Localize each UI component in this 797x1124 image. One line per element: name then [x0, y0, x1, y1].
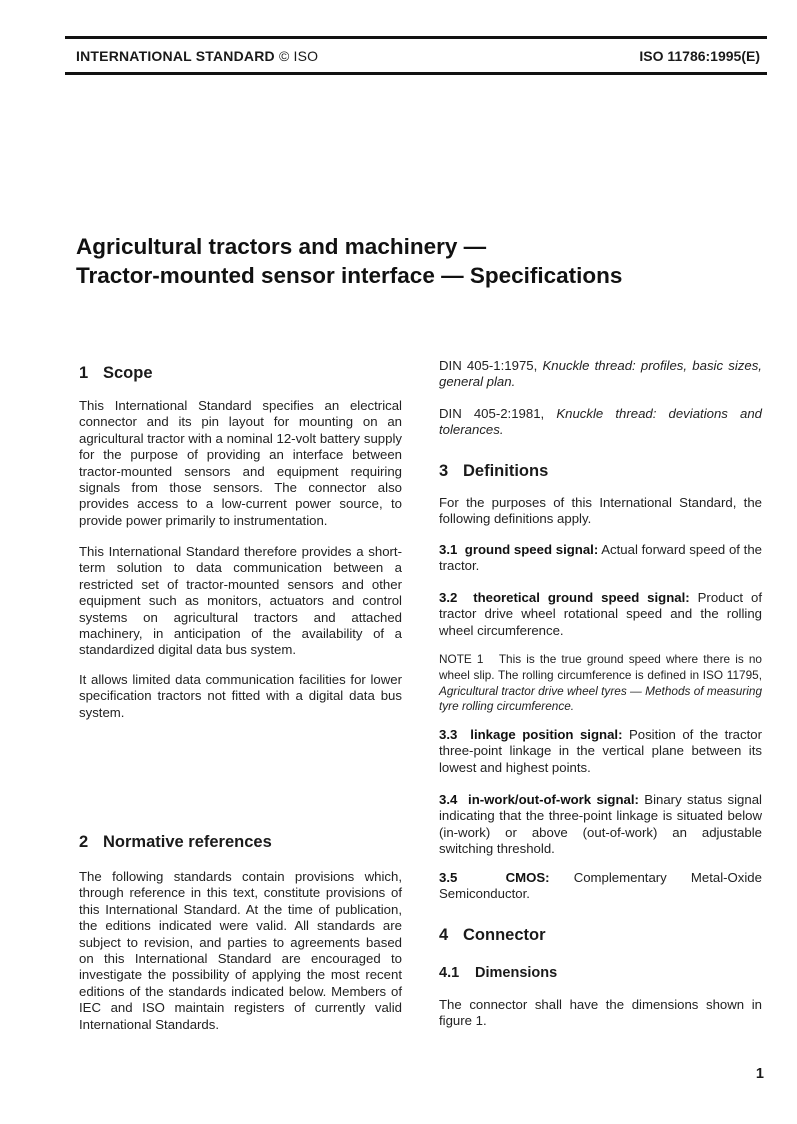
definition-text: Actual forward speed of the tractor.: [439, 542, 763, 574]
document-title: [76, 232, 622, 290]
reference-din-405-2: [439, 406, 762, 439]
definition-term: CMOS:: [505, 870, 550, 885]
scope-paragraph-3: It allows limited data communication facilities for lower specification tractors not fitted with a digital data bus system.: [79, 672, 402, 720]
definitions-intro: For the purposes of this International Standard, the following definitions apply.: [439, 495, 762, 527]
note-reference: Agricultural tractor drive wheel tyres — Methods of measuring tyre rolling circumference.: [439, 683, 762, 714]
definition-term: theoretical ground speed signal:: [473, 590, 690, 605]
note-label: NOTE 1: [439, 652, 484, 666]
header-rule-top: [65, 36, 767, 39]
definition-text: Product of tractor drive wheel rotational speed and the rolling wheel circumference.: [439, 590, 762, 638]
section-title: Scope: [103, 364, 153, 382]
section-heading-definitions: [439, 462, 548, 481]
section-number: 4: [439, 926, 449, 944]
scope-paragraph-1: This International Standard specifies an electrical connector and its pin layout for mounting on an agricultural tractor with a nominal 12-volt battery supply for the purpose of providing an interface between tractor-mounted sensors and equipment requiring signals from those sensors. The connector also provides access to a low-current power source, to provide power primarily to instrumentation.: [79, 398, 402, 528]
connector-dimensions-paragraph: The connector shall have the dimensions shown in figure 1.: [439, 997, 762, 1029]
section-heading-normative-references: [79, 833, 272, 852]
definition-number: 3.3: [439, 727, 458, 742]
section-number: 1: [79, 364, 89, 382]
subsection-heading-dimensions: [439, 965, 557, 981]
header-standard-type: INTERNATIONAL STANDARD: [76, 48, 275, 64]
section-title: Normative references: [103, 833, 272, 851]
document-title-line-1: Agricultural tractors and machinery —: [76, 234, 487, 259]
section-number: 3: [439, 462, 449, 480]
definition-term: linkage position signal:: [470, 727, 623, 742]
definition-3-5: [439, 870, 762, 903]
reference-code: DIN 405-2:1981,: [439, 406, 545, 421]
definition-text: Complementary Metal-Oxide Semiconductor.: [439, 870, 762, 902]
definition-3-3: [439, 727, 762, 776]
definition-number: 3.1: [439, 542, 458, 557]
definition-3-1: [439, 542, 762, 575]
definition-term: in-work/out-of-work signal:: [468, 792, 639, 807]
definition-note-1: [439, 652, 762, 715]
header-rule-bottom: [65, 72, 767, 75]
definition-3-2: [439, 590, 762, 639]
definition-number: 3.2: [439, 590, 458, 605]
page-number: 1: [755, 1066, 764, 1082]
reference-din-405-1: [439, 358, 762, 391]
scope-paragraph-2: This International Standard therefore provides a short-term solution to data communication between a restricted set of tractor-mounted sensors and other equipment such as monitors, actuators and control systems on agricultural tractors and attached machinery, in anticipation of the availability of a standardized digital data bus system.: [79, 544, 402, 658]
document-title-line-2: Tractor-mounted sensor interface — Specifications: [76, 263, 623, 288]
section-title: Definitions: [463, 462, 549, 480]
header-document-number: ISO 11786:1995(E): [639, 48, 760, 64]
section-heading-scope: [79, 364, 153, 383]
reference-title: Knuckle thread: deviations and tolerances.: [439, 406, 762, 438]
section-heading-connector: [439, 926, 546, 945]
definition-number: 3.4: [439, 792, 458, 807]
subsection-number: 4.1: [439, 965, 460, 981]
subsection-title: Dimensions: [475, 965, 558, 981]
definition-3-4: [439, 792, 762, 858]
definition-text: Position of the tractor three-point linkage in the vertical plane between its lowest and highest points.: [439, 727, 762, 775]
definition-text: Binary status signal indicating that the three-point linkage is situated below (in-work) or above (out-of-work) an adjustable switching threshold.: [439, 792, 762, 857]
normative-paragraph: The following standards contain provisions which, through reference in this text, constitute provisions of this International Standard. At the time of publication, the editions indicated were valid. All standards are subject to revision, and parties to agreements based on this International Standard are encouraged to investigate the possibility of applying the most recent editions of the standards indicated below. Members of IEC and ISO maintain registers of currently valid International Standards.: [79, 869, 402, 1032]
reference-code: DIN 405-1:1975,: [439, 358, 538, 373]
header-copyright: © ISO: [278, 48, 319, 64]
header-standard-label: [76, 48, 318, 64]
definition-number: 3.5: [439, 870, 458, 885]
section-title: Connector: [463, 926, 546, 944]
reference-title: Knuckle thread: profiles, basic sizes, general plan.: [439, 358, 762, 390]
definition-term: ground speed signal:: [464, 542, 599, 557]
section-number: 2: [79, 833, 89, 851]
note-text: This is the true ground speed where there is no wheel slip. The rolling circumference is defined in ISO 11795,: [439, 652, 762, 682]
